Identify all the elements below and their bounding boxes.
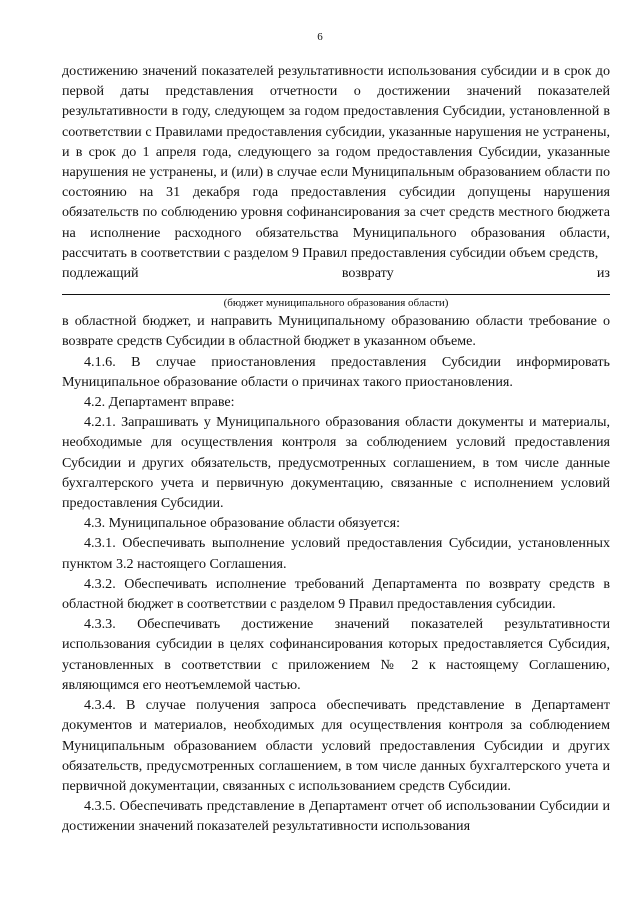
clause-4-3-2: 4.3.2. Обеспечивать исполнение требований Департамента по возврату средств в областной бюджет в соответствии с разделом 9 Правил предоставления субсидии. [62, 575, 610, 613]
document-body [62, 61, 610, 837]
blank-caption: (бюджет муниципального образования области) [223, 297, 449, 310]
spread-line [62, 263, 610, 283]
clause-4-3: 4.3. Муниципальное образование области обязуется: [84, 515, 400, 532]
clause-4-3-1: 4.3.1. Обеспечивать выполнение условий предоставления Субсидии, установленных пунктом 3.2 настоящего Соглашения. [62, 535, 610, 572]
clause-4-3-5: 4.3.5. Обеспечивать представление в Департамент отчет об использовании Субсидии и достижении значений показателей результативности использования [62, 798, 610, 835]
paragraph: в областной бюджет, и направить Муниципальному образованию области требование о возврате средств Субсидии в областной бюджет в указанном объеме. [62, 313, 610, 350]
paragraph-continuation: достижению значений показателей результативности использования субсидии и в срок до первой даты представления отчетности о достижении значений показателей результативности в году, следующем за годом предоставления Субсидии, установленной в соответствии с Правилами предоставления субсидии, указанные нарушения не устранены, и в срок до 1 апреля года, следующего за годом предоставления Субсидии, указанные нарушения не устранены, и (или) в случае если Муниципальным образованием области по состоянию на 31 декабря года предоставления субсидии допущены нарушения обязательств по соблюдению уровня софинансирования за счет средств местного бюджета на исполнение расходного обязательства Муниципального образования области, рассчитать в соответствии с разделом 9 Правил предоставления субсидии объем средств, [62, 63, 610, 261]
clause-4-3-4: 4.3.4. В случае получения запроса обеспечивать представление в Департамент документов и материалов, необходимых для осуществления контроля за соблюдением Муниципальным образованием области условий предоставления Субсидии и других обязательств, предусмотренных соглашением, в том числе данных бухгалтерского учета и первичной документации, связанных с использованием средств Субсидии. [62, 697, 610, 794]
clause-4-3-3: 4.3.3. Обеспечивать достижение значений показателей результативности использования субсидии в целях софинансирования которых предоставляется Субсидия, установленных в соответствии с приложением № 2 к настоящему Соглашению, являющимся его неотъемлемой частью. [62, 616, 610, 693]
clause-4-1-6: 4.1.6. В случае приостановления предоставления Субсидии информировать Муниципальное образование области о причинах такого приостановления. [62, 353, 610, 390]
spread-word: возврату [341, 265, 394, 282]
spread-word: из [596, 265, 610, 282]
clause-4-2: 4.2. Департамент вправе: [84, 394, 235, 411]
clause-4-2-1: 4.2.1. Запрашивать у Муниципального образования области документы и материалы, необходимые для осуществления контроля за соблюдением условий предоставления Субсидии и других обязательств, предусмотренных соглашением, в том числе данные бухгалтерского учета и первичную документацию, связанные с исполнением условий предоставления Субсидии. [62, 414, 610, 512]
page-number: 6 [317, 31, 323, 43]
spread-word: подлежащий [62, 265, 139, 282]
fill-in-blank-line [62, 282, 610, 295]
